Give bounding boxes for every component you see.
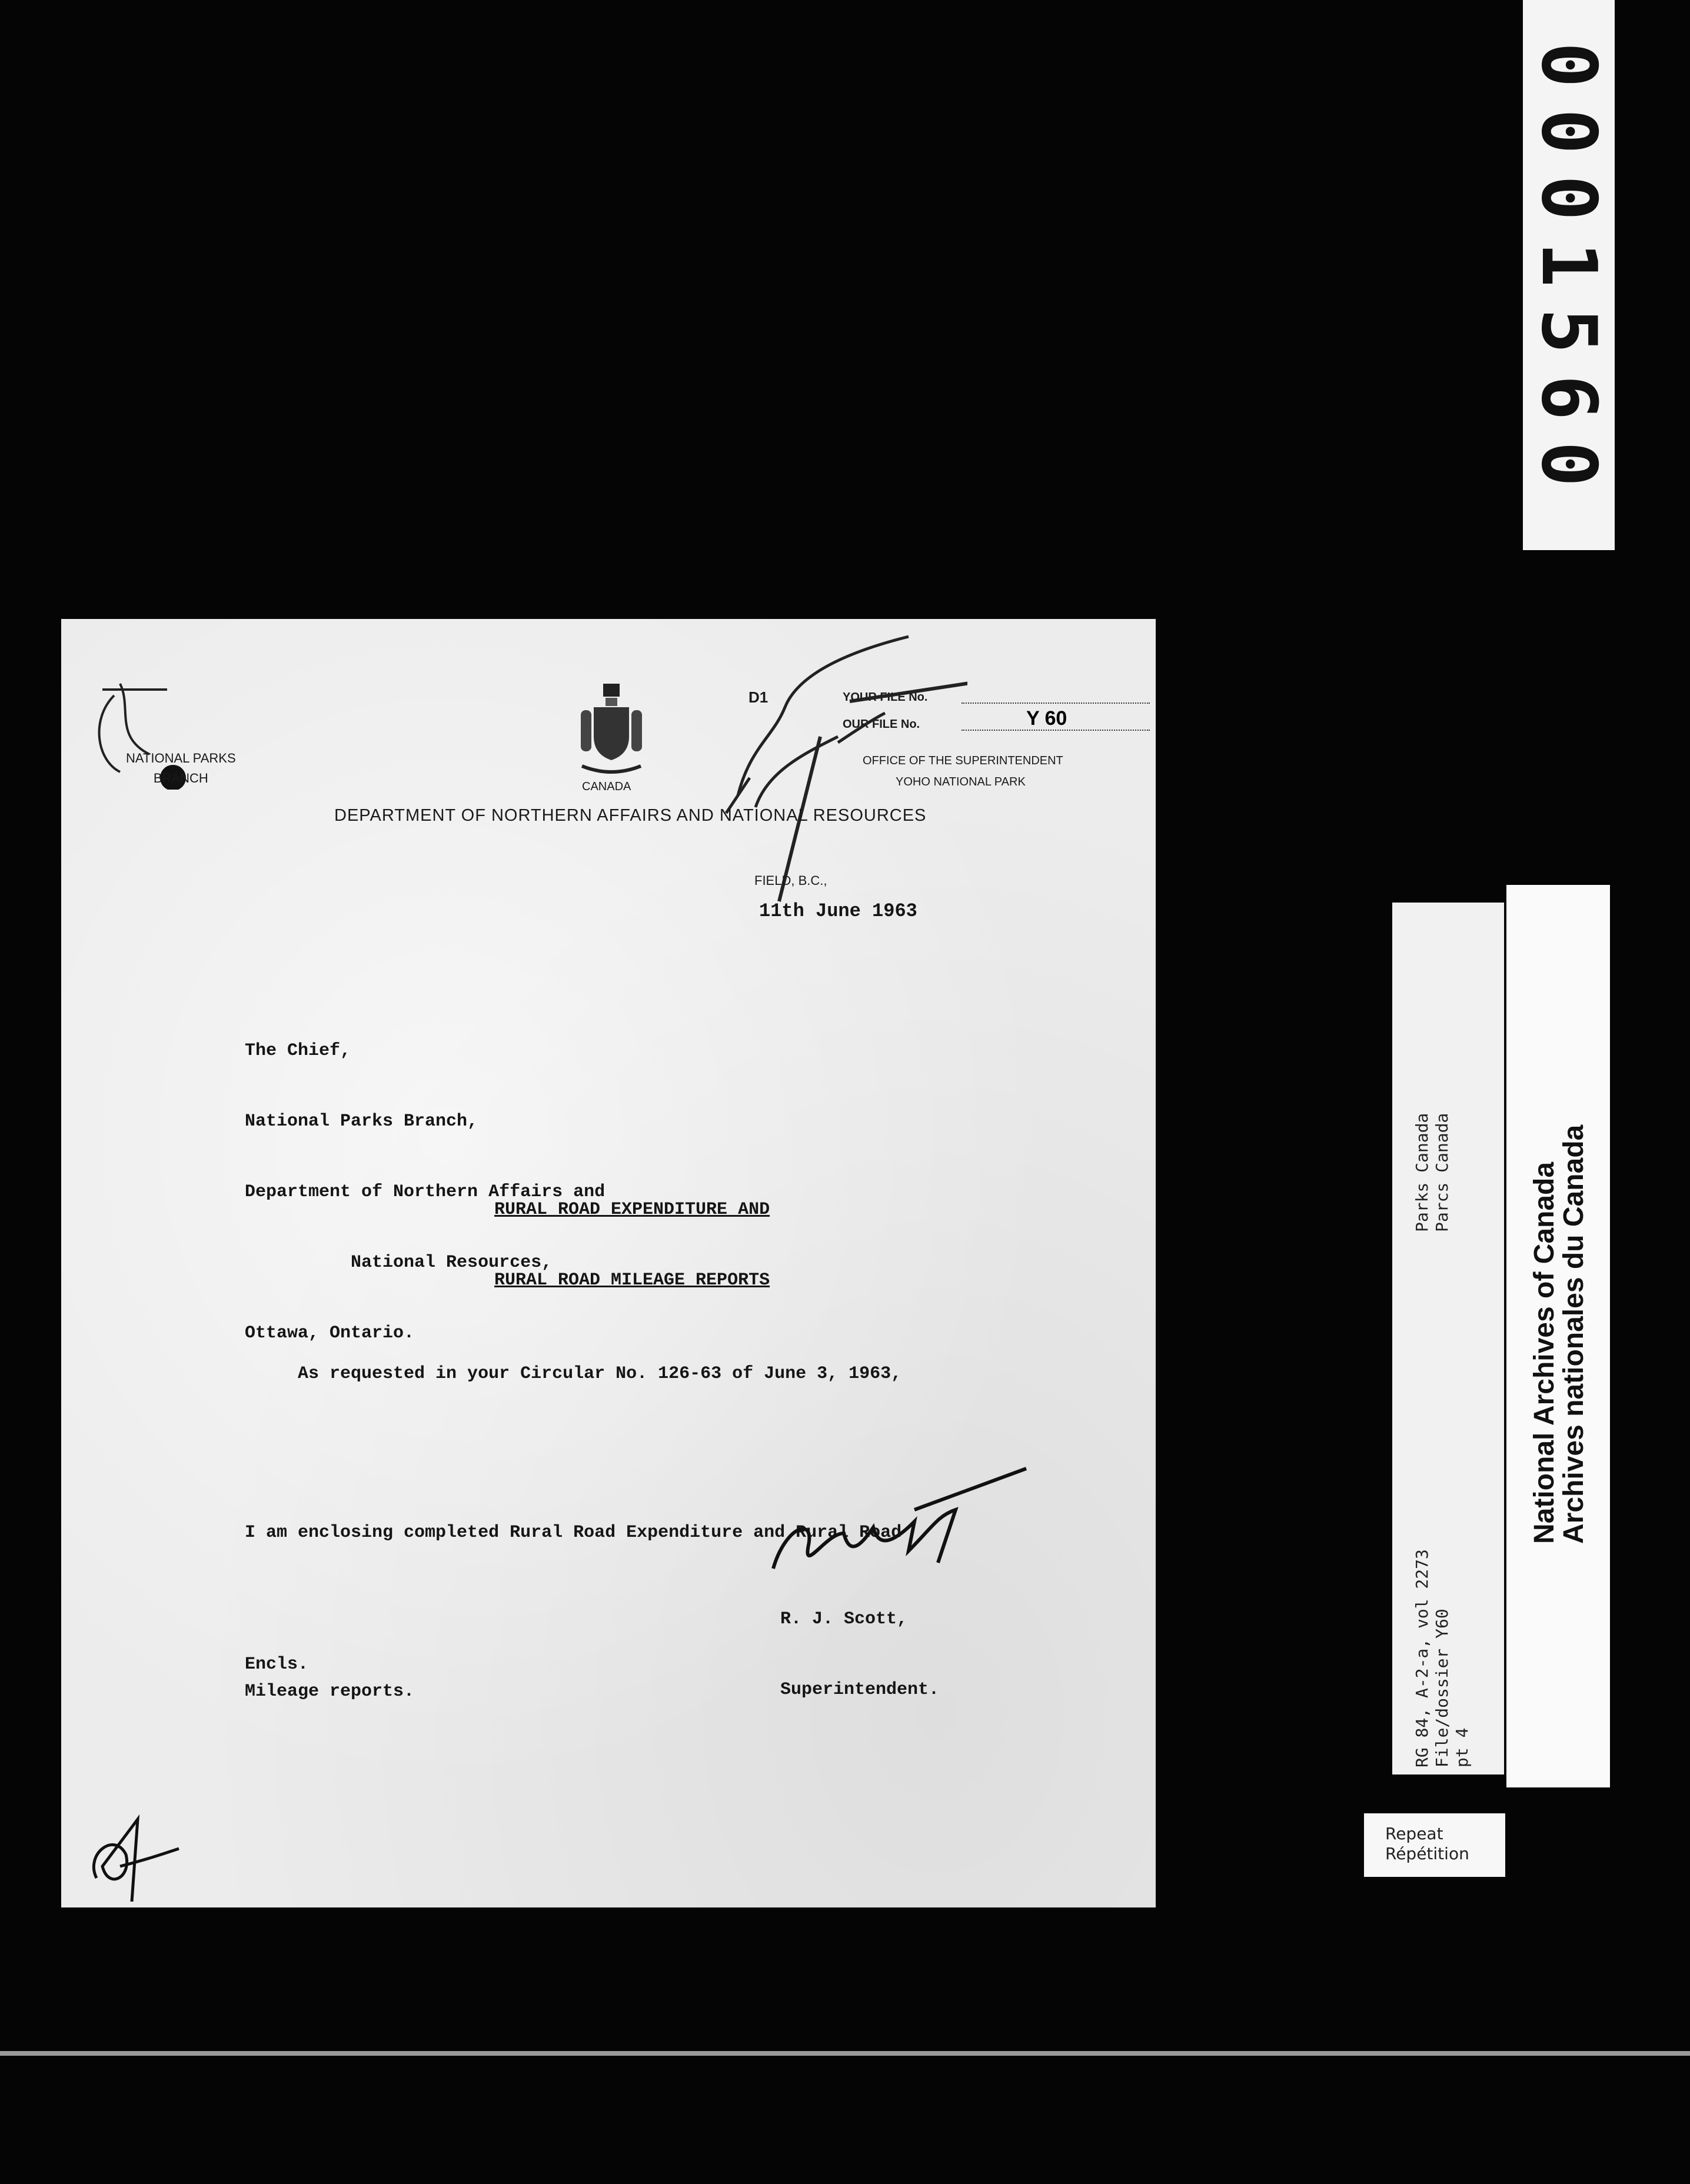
national-archives-label — [1506, 885, 1610, 1787]
your-file-label: YOUR FILE No. — [843, 691, 928, 704]
repeat-label-fr: Répétition — [1385, 1844, 1469, 1863]
subject-line: RURAL ROAD EXPENDITURE AND — [494, 1200, 770, 1220]
archive-reference-label — [1392, 903, 1504, 1774]
office-line: OFFICE OF THE SUPERINTENDENT — [863, 754, 1063, 767]
archive-name — [1530, 1125, 1589, 1544]
body-line: As requested in your Circular No. 126-63 of June 3, 1963, — [245, 1364, 902, 1384]
signatory-title: Superintendent. — [780, 1680, 940, 1700]
frame-number-strip — [1523, 0, 1615, 550]
addressee-line: National Parks Branch, — [245, 1111, 478, 1131]
canada-label: CANADA — [582, 780, 631, 793]
addressee-line: Ottawa, Ontario. — [245, 1323, 415, 1343]
addressee-line: National Resources, — [245, 1253, 553, 1273]
handwritten-annotation — [661, 619, 967, 913]
archive-name-fr: Archives nationales du Canada — [1558, 1124, 1589, 1544]
your-file-field-line — [962, 693, 1150, 704]
addressee-line: The Chief, — [245, 1041, 351, 1061]
park-name: YOHO NATIONAL PARK — [896, 775, 1026, 788]
repeat-label-en: Repeat — [1385, 1824, 1443, 1843]
letter-page — [61, 619, 1156, 1907]
enclosure-note: Encls. — [245, 1654, 309, 1674]
our-file-label: OUR FILE No. — [843, 718, 920, 731]
letter-date: 11th June 1963 — [759, 900, 917, 922]
subject-line: RURAL ROAD MILEAGE REPORTS — [494, 1270, 770, 1290]
addressee-line: Department of Northern Affairs and — [245, 1182, 606, 1202]
agency-name — [1412, 1113, 1452, 1232]
handwritten-initials — [73, 1796, 191, 1907]
letter-place: FIELD, B.C., — [754, 873, 827, 888]
frame-number: 0001560 — [1525, 42, 1613, 508]
archive-name-en: National Archives of Canada — [1529, 1161, 1560, 1544]
archive-reference-text — [1412, 1549, 1472, 1767]
body-line: I am enclosing completed Rural Road Expenditure and Rural Road — [245, 1523, 902, 1543]
reference-line: File/dossier Y60 — [1432, 1609, 1452, 1767]
agency-name-fr: Parcs Canada — [1432, 1113, 1452, 1232]
reference-line: RG 84, A-2-a, vol 2273 — [1412, 1549, 1432, 1767]
signature-block — [780, 1560, 939, 1749]
coat-of-arms-icon — [576, 684, 647, 778]
signatory-name: R. J. Scott, — [780, 1609, 908, 1629]
department-name: DEPARTMENT OF NORTHERN AFFAIRS AND NATIONAL RESOURCES — [334, 806, 927, 825]
body-line: Mileage reports. — [245, 1682, 415, 1702]
our-file-value: Y 60 — [1026, 707, 1067, 730]
d1-mark: D1 — [748, 688, 769, 706]
agency-name-en: Parks Canada — [1412, 1113, 1432, 1232]
branch-name: NATIONAL PARKS BRANCH — [126, 751, 236, 785]
repeat-label — [1364, 1813, 1505, 1877]
reference-line: pt 4 — [1452, 1727, 1472, 1767]
film-edge-line — [0, 2051, 1690, 2056]
